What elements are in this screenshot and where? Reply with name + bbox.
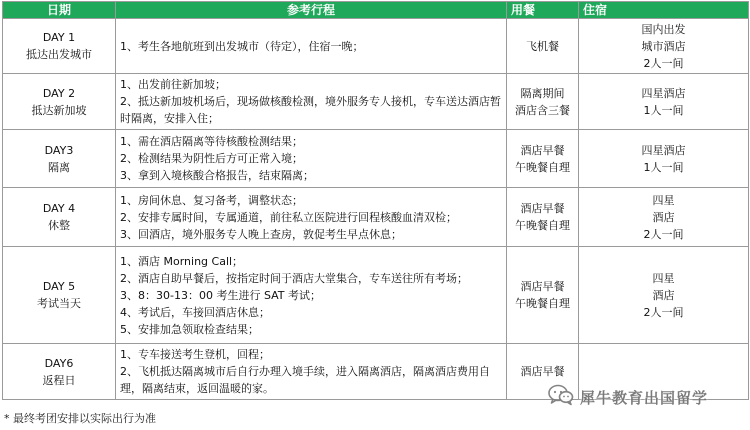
itinerary-item: 3、回酒店，境外服务专人晚上查房，敦促考生早点休息；	[120, 227, 402, 241]
header-itinerary: 参考行程	[116, 2, 507, 19]
meal-text: 午晚餐自理	[515, 160, 570, 174]
day-title: 休整	[48, 219, 70, 232]
itinerary-item: 5、安排加急领取检查结果；	[120, 322, 259, 336]
day-number: DAY3	[44, 143, 74, 157]
header-meals: 用餐	[507, 2, 579, 19]
itinerary-cell	[116, 74, 507, 130]
day-number: DAY6	[44, 356, 74, 370]
itinerary-item: 3、8：30-13：00 考生进行 SAT 考试；	[120, 288, 322, 302]
itinerary-item: 2、安排专属时间，专属通道，前往私立医院进行回程核酸血清双检；	[120, 210, 457, 224]
day-number: DAY 1	[42, 31, 76, 44]
hotel-text: 2人一间	[643, 305, 684, 319]
table-row	[3, 74, 749, 130]
meals-cell	[507, 247, 579, 344]
itinerary-cell	[116, 19, 507, 74]
itinerary-cell	[116, 247, 507, 344]
hotel-text: 酒店	[652, 210, 675, 224]
meal-text: 午晚餐自理	[515, 297, 570, 310]
itinerary-table	[2, 1, 749, 400]
hotel-text: 酒店	[652, 288, 675, 302]
day-cell	[3, 188, 116, 247]
meal-text: 酒店早餐	[520, 143, 565, 157]
itinerary-item: 2、抵达新加坡机场后，现场做核酸检测，境外服务专人接机，专车送达酒店暂时隔离，安排入住；	[120, 95, 501, 125]
day-title: 考试当天	[37, 297, 81, 310]
meals-cell	[507, 74, 579, 130]
meals-cell	[507, 19, 579, 74]
itinerary-item: 1、出发前往新加坡；	[120, 78, 226, 91]
day-number: DAY 2	[42, 86, 76, 100]
meals-cell	[507, 188, 579, 247]
watermark-text: 犀牛教育出国留学	[580, 388, 709, 407]
itinerary-item: 3、拿到入境核酸合格报告，结束隔离；	[120, 169, 314, 182]
meal-text: 酒店早餐	[520, 202, 565, 215]
meal-text: 午晚餐自理	[515, 219, 570, 232]
hotel-cell	[579, 19, 749, 74]
hotel-text: 1人一间	[643, 103, 684, 117]
hotel-cell	[579, 130, 749, 188]
hotel-text: 国内出发	[641, 22, 686, 36]
itinerary-cell	[116, 344, 507, 400]
day-cell	[3, 19, 116, 74]
header-accommodation: 住宿	[579, 2, 749, 19]
hotel-text: 2人一间	[643, 56, 684, 70]
day-cell	[3, 74, 116, 130]
meal-text: 飞机餐	[526, 39, 559, 53]
hotel-text: 四星	[652, 271, 675, 285]
day-number: DAY 5	[42, 280, 76, 293]
footnote: * 最终考团安排以实际出行为准	[4, 412, 156, 425]
day-title: 抵达出发城市	[26, 48, 92, 61]
itinerary-item: 2、检测结果为阴性后方可正常入境；	[120, 152, 303, 165]
day-number: DAY 4	[42, 202, 76, 215]
table-row	[3, 247, 749, 344]
itinerary-item: 1、房间休息、复习备考，调整状态；	[120, 193, 303, 207]
itinerary-item: 1、专车接送考生登机，回程；	[120, 348, 270, 361]
table-row	[3, 188, 749, 247]
hotel-text: 1人一间	[643, 160, 684, 174]
itinerary-item: 1、需在酒店隔离等待核酸检测结果；	[120, 135, 303, 148]
hotel-text: 城市酒店	[641, 39, 686, 53]
hotel-cell	[579, 188, 749, 247]
itinerary-item: 2、飞机抵达隔离城市后自行办理入境手续，进入隔离酒店，隔离酒店费用自理，隔离结束，返回温暖的家。	[120, 365, 490, 395]
day-cell	[3, 344, 116, 400]
hotel-text: 2人一间	[643, 227, 684, 241]
hotel-cell	[579, 247, 749, 344]
itinerary-cell	[116, 188, 507, 247]
hotel-text: 四星酒店	[641, 143, 686, 157]
watermark	[548, 384, 708, 410]
day-title: 返程日	[42, 373, 76, 387]
meals-cell	[507, 130, 579, 188]
header-row	[3, 2, 749, 19]
itinerary-item: 1、考生各地航班到出发城市（待定），住宿一晚；	[120, 39, 364, 53]
meal-text: 酒店含三餐	[515, 103, 570, 117]
header-date: 日期	[3, 2, 116, 19]
itinerary-item: 1、酒店 Morning Call；	[120, 254, 244, 268]
hotel-text: 四星酒店	[641, 86, 686, 100]
day-title: 隔离	[48, 160, 70, 174]
meal-text: 隔离期间	[520, 86, 565, 100]
day-cell	[3, 130, 116, 188]
table-row	[3, 19, 749, 74]
meal-text: 酒店早餐	[520, 280, 565, 293]
itinerary-item: 2、酒店自助早餐后，按指定时间于酒店大堂集合，专车送往所有考场；	[120, 271, 468, 285]
hotel-text: 四星	[652, 193, 675, 207]
table-row	[3, 130, 749, 188]
day-cell	[3, 247, 116, 344]
itinerary-cell	[116, 130, 507, 188]
wechat-icon	[548, 384, 574, 410]
day-title: 抵达新加坡	[31, 103, 87, 117]
meal-text: 酒店早餐	[520, 365, 565, 378]
itinerary-item: 4、考试后，车接回酒店休息；	[120, 305, 270, 319]
hotel-cell	[579, 74, 749, 130]
